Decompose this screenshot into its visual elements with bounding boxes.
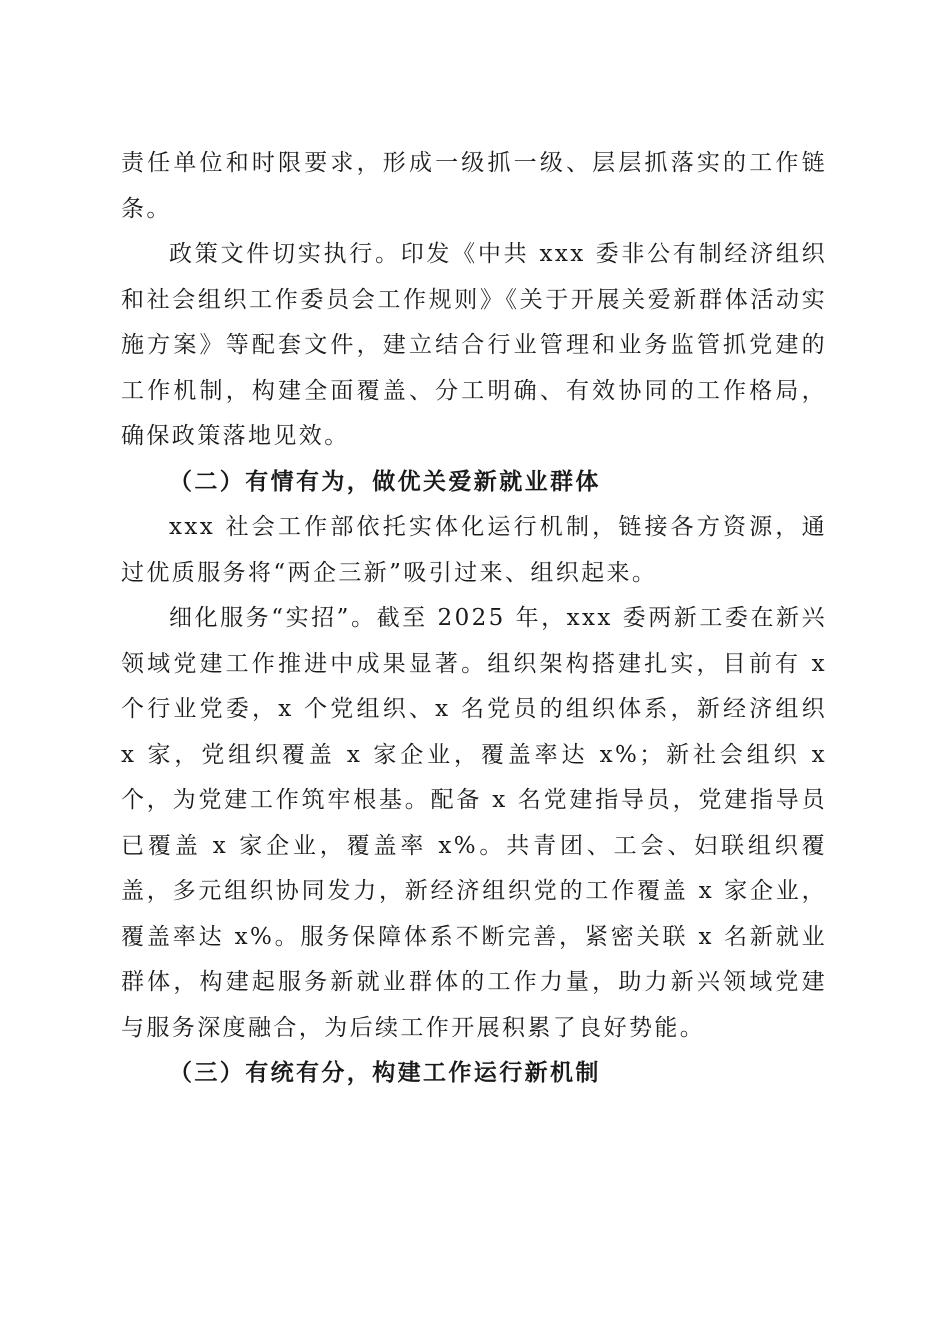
section-heading-2: （二）有情有为，做优关爱新就业群体 bbox=[169, 468, 601, 495]
paragraph-social-work-department: xxx 社会工作部依托实体化运行机制，链接各方资源，通过优质服务将“两企三新”吸引过来、组织起来。 bbox=[121, 514, 827, 586]
document-body bbox=[121, 141, 827, 1097]
section-heading-3: （三）有统有分，构建工作运行新机制 bbox=[169, 1060, 601, 1086]
paragraph-work-chain: 责任单位和时限要求，形成一级抓一级、层层抓落实的工作链条。 bbox=[121, 150, 827, 222]
paragraph-policy-documents: 政策文件切实执行。印发《中共 xxx 委非公有制经济组织和社会组织工作委员会工作规则》《关于开展关爱新群体活动实施方案》等配套文件，建立结合行业管理和业务监管抓党建的工作机制，构建全面覆盖、分工明确、有效协同的工作格局，确保政策落地见效。 bbox=[121, 241, 827, 449]
paragraph-service-measures: 细化服务“实招”。截至 2025 年，xxx 委两新工委在新兴领域党建工作推进中成果显著。组织架构搭建扎实，目前有 x 个行业党委，x 个党组织、x 名党员的组织体系，新经济组织 x 家，党组织覆盖 x 家企业，覆盖率达 x%；新社会组织 x 个，为党建工作筑牢根基。配备 x 名党建指导员，党建指导员已覆盖 x 家企业，覆盖率 x%。共青团、工会、妇联组织覆盖，多元组织协同发力，新经济组织党的工作覆盖 x 家企业，覆盖率达 x%。服务保障体系不断完善，紧密关联 x 名新就业群体，构建起服务新就业群体的工作力量，助力新兴领域党建与服务深度融合，为后续工作开展积累了良好势能。 bbox=[121, 605, 827, 1041]
